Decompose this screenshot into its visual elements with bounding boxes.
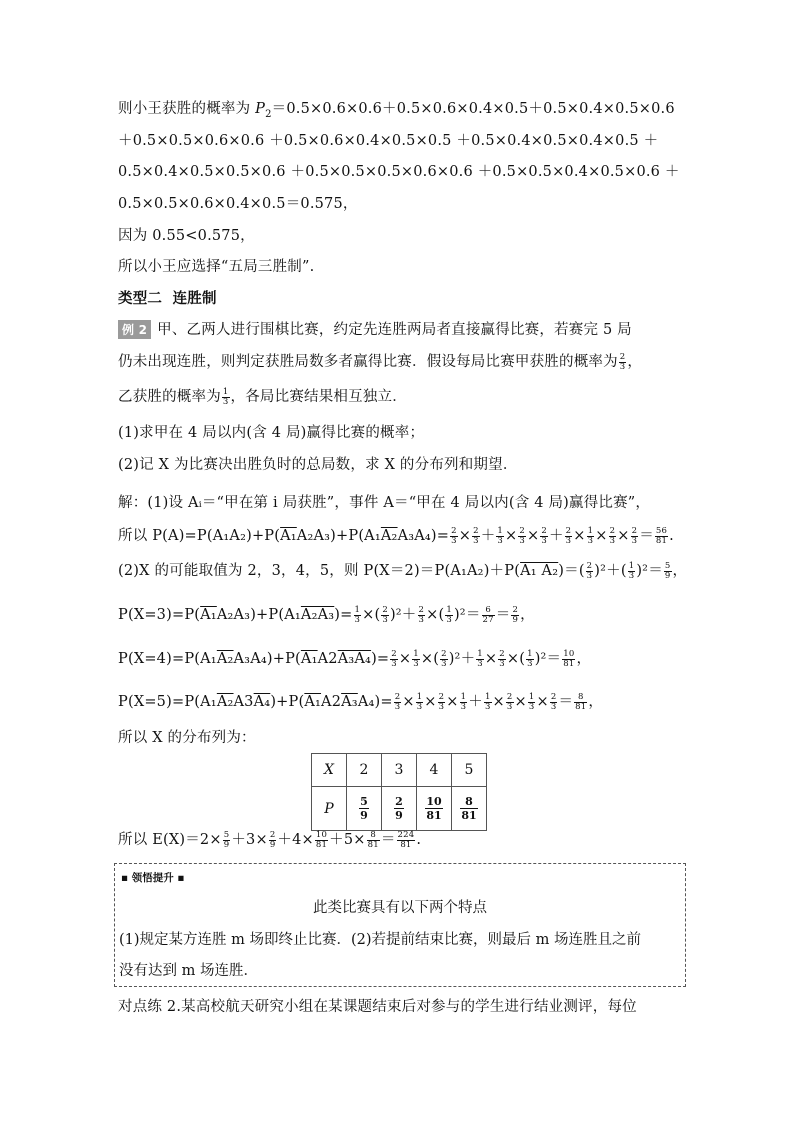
fraction: $\frac{8}{81}$ bbox=[461, 795, 477, 822]
fraction: $\frac{5}{9}$ bbox=[360, 795, 368, 822]
question-2: (2)记 X 为比赛决出胜负时的总局数，求 X 的分布列和期望． bbox=[118, 457, 518, 473]
answer-line-6: 所以小王应选择“五局三胜制”. bbox=[118, 259, 315, 275]
fraction: $\frac{2}{3}$ bbox=[619, 351, 626, 372]
insight-heading: 此类比赛具有以下两个特点 bbox=[313, 900, 487, 916]
solution-line-6: P(X=5)=P(A₁A₂A3A₄)+P(A₁A2A₃A₄)= $\frac{2}{3}$ × $\frac{1}{3}$ × $\frac{2}{3}$ × $\frac{1}{3}$ ＋ $\frac{1}{3}$ × $\frac{2}{3}$ × $\frac{1}{3}$ × $\frac{2}{3}$ ＝ $\frac{8}{81}$ ， bbox=[118, 691, 604, 712]
answer-line-1: 则小王获胜的概率为 $P_2=0.5\times 0.6\times 0.6+0.5\times 0.6\times 0.4\times 0.5+0.5\times 0.4\times 0.5\times 0.6$ bbox=[118, 101, 675, 120]
fraction: $\frac{2}{3}$ bbox=[586, 560, 593, 581]
fraction: $\frac{2}{9}$ bbox=[395, 795, 403, 822]
solution-line-8: 所以 E(X)＝2× $\frac{5}{9}$ ＋3× $\frac{2}{9}$ ＋4× $\frac{10}{81}$ ＋5× $\frac{8}{81}$ ＝ $\frac{224}{81}$ . bbox=[118, 829, 422, 850]
solution-line-5: P(X=4)=P(A₁A₂A₃A₄)+P(A₁A2A₃A₄)= $\frac{2}{3}$ × $\frac{1}{3}$ ×( $\frac{2}{3}$ )²＋ $\frac{1}{3}$ × $\frac{2}{3}$ ×( $\frac{1}{3}$ )²＝ $\frac{10}{81}$ ， bbox=[118, 648, 592, 669]
fraction: $\frac{2}{9}$ bbox=[512, 604, 519, 625]
fraction: $\frac{2}{3}$ bbox=[438, 691, 445, 712]
fraction: $\frac{224}{81}$ bbox=[397, 829, 415, 850]
fraction: $\frac{2}{3}$ bbox=[382, 604, 388, 625]
example-line-3: 乙获胜的概率为 $\frac{1}{3}$ ，各局比赛结果相互独立． bbox=[118, 386, 407, 407]
fraction: $\frac{2}{3}$ bbox=[441, 648, 447, 669]
fraction: $\frac{10}{81}$ bbox=[426, 795, 442, 822]
solution-line-1: 解：(1)设 Aᵢ＝“甲在第 i 局获胜”，事件 A＝“甲在 4 局以内(含 4 局)赢得比赛”， bbox=[118, 495, 651, 511]
fraction: $\frac{1}{3}$ bbox=[628, 560, 635, 581]
fraction: $\frac{2}{3}$ bbox=[565, 525, 572, 546]
fraction: $\frac{2}{3}$ bbox=[519, 525, 525, 546]
fraction: $\frac{2}{3}$ bbox=[541, 525, 547, 546]
fraction: $\frac{2}{3}$ bbox=[394, 691, 401, 712]
answer-line-3: 0.5×0.4×0.5×0.5×0.6 ＋0.5×0.5×0.5×0.6×0.6 ＋0.5×0.5×0.4×0.5×0.6 ＋ bbox=[118, 164, 680, 180]
fraction: $\frac{2}{3}$ bbox=[506, 691, 513, 712]
fraction: $\frac{1}{3}$ bbox=[222, 386, 229, 407]
solution-line-4: P(X=3)=P(A₁A₂A₃)+P(A₁A₂A₃)= $\frac{1}{3}$ ×( $\frac{2}{3}$ )²＋ $\frac{2}{3}$ ×( $\frac{1}{3}$ )²＝ $\frac{6}{27}$ ＝ $\frac{2}{9}$ ， bbox=[118, 604, 535, 625]
exercise-line: 对点练 2.某高校航天研究小组在某课题结束后对参与的学生进行结业测评，每位 bbox=[118, 999, 637, 1015]
fraction: $\frac{1}{3}$ bbox=[527, 648, 533, 669]
section-heading: 类型二 连胜制 bbox=[118, 291, 217, 307]
table-row: X 2 3 4 5 bbox=[312, 754, 487, 787]
fraction: $\frac{6}{27}$ bbox=[482, 604, 494, 625]
fraction: $\frac{5}{9}$ bbox=[664, 560, 671, 581]
fraction: $\frac{10}{81}$ bbox=[315, 829, 328, 850]
fraction: $\frac{56}{81}$ bbox=[655, 525, 668, 546]
fraction: $\frac{1}{3}$ bbox=[413, 648, 419, 669]
fraction: $\frac{2}{3}$ bbox=[609, 525, 616, 546]
fraction: $\frac{2}{3}$ bbox=[499, 648, 505, 669]
insight-line-1: (1)规定某方连胜 m 场即终止比赛．(2)若提前结束比赛，则最后 m 场连胜且之前 bbox=[119, 932, 642, 948]
fraction: $\frac{2}{3}$ bbox=[631, 525, 638, 546]
fraction: $\frac{1}{3}$ bbox=[497, 525, 504, 546]
answer-line-4: 0.5×0.5×0.6×0.4×0.5＝0.575， bbox=[118, 196, 358, 212]
fraction: $\frac{10}{81}$ bbox=[563, 648, 575, 669]
answer-line-2: ＋0.5×0.5×0.6×0.6 ＋0.5×0.6×0.4×0.5×0.5 ＋0.5×0.4×0.5×0.4×0.5 ＋ bbox=[118, 133, 659, 149]
solution-line-7: 所以 X 的分布列为： bbox=[118, 730, 256, 746]
fraction: $\frac{1}{3}$ bbox=[446, 604, 452, 625]
fraction: $\frac{1}{3}$ bbox=[460, 691, 467, 712]
fraction: $\frac{2}{9}$ bbox=[269, 829, 276, 850]
example-line-1: 例 2 甲、乙两人进行围棋比赛，约定先连胜两局者直接赢得比赛，若赛完 5 局 bbox=[118, 318, 632, 339]
fraction: $\frac{1}{3}$ bbox=[587, 525, 594, 546]
insight-title: ▪ 领悟提升 ▪ bbox=[121, 872, 185, 884]
question-1: (1)求甲在 4 局以内(含 4 局)赢得比赛的概率； bbox=[118, 425, 425, 441]
fraction: $\frac{5}{9}$ bbox=[223, 829, 230, 850]
fraction: $\frac{1}{3}$ bbox=[354, 604, 361, 625]
table-row: P $\frac{5}{9}$ $\frac{2}{9}$ $\frac{10}{81}$ $\frac{8}{81}$ bbox=[312, 787, 487, 831]
fraction: $\frac{2}{3}$ bbox=[391, 648, 397, 669]
fraction: $\frac{2}{3}$ bbox=[418, 604, 425, 625]
fraction: $\frac{2}{3}$ bbox=[473, 525, 479, 546]
example-tag: 例 2 bbox=[118, 320, 151, 339]
answer-line-5: 因为 0.55<0.575， bbox=[118, 228, 255, 244]
fraction: $\frac{1}{3}$ bbox=[528, 691, 535, 712]
example-line-2: 仍未出现连胜，则判定获胜局数多者赢得比赛．假设每局比赛甲获胜的概率为 $\frac{2}{3}$ ， bbox=[118, 351, 643, 372]
insight-box bbox=[114, 863, 686, 987]
distribution-table bbox=[311, 753, 487, 831]
fraction: $\frac{8}{81}$ bbox=[575, 691, 587, 712]
solution-line-3: (2)X 的可能取值为 2，3，4，5，则 P(X＝2)＝P(A₁A₂)＋P(A₁ A₂)＝( $\frac{2}{3}$ )²＋( $\frac{1}{3}$ )²＝ $\frac{5}{9}$ ， bbox=[118, 560, 688, 581]
fraction: $\frac{8}{81}$ bbox=[367, 829, 379, 850]
insight-line-2: 没有达到 m 场连胜． bbox=[119, 963, 258, 979]
solution-line-2: 所以 P(A)=P(A₁A₂)+P(A₁A₂A₃)+P(A₁A₂A₃A₄)= $\frac{2}{3}$ × $\frac{2}{3}$ ＋ $\frac{1}{3}$ × $\frac{2}{3}$ × $\frac{2}{3}$ ＋ $\frac{2}{3}$ × $\frac{1}{3}$ × $\frac{2}{3}$ × $\frac{2}{3}$ ＝ $\frac{56}{81}$ . bbox=[118, 525, 674, 546]
fraction: $\frac{1}{3}$ bbox=[416, 691, 423, 712]
fraction: $\frac{2}{3}$ bbox=[451, 525, 457, 546]
fraction: $\frac{2}{3}$ bbox=[550, 691, 557, 712]
fraction: $\frac{1}{3}$ bbox=[477, 648, 483, 669]
fraction: $\frac{1}{3}$ bbox=[484, 691, 491, 712]
